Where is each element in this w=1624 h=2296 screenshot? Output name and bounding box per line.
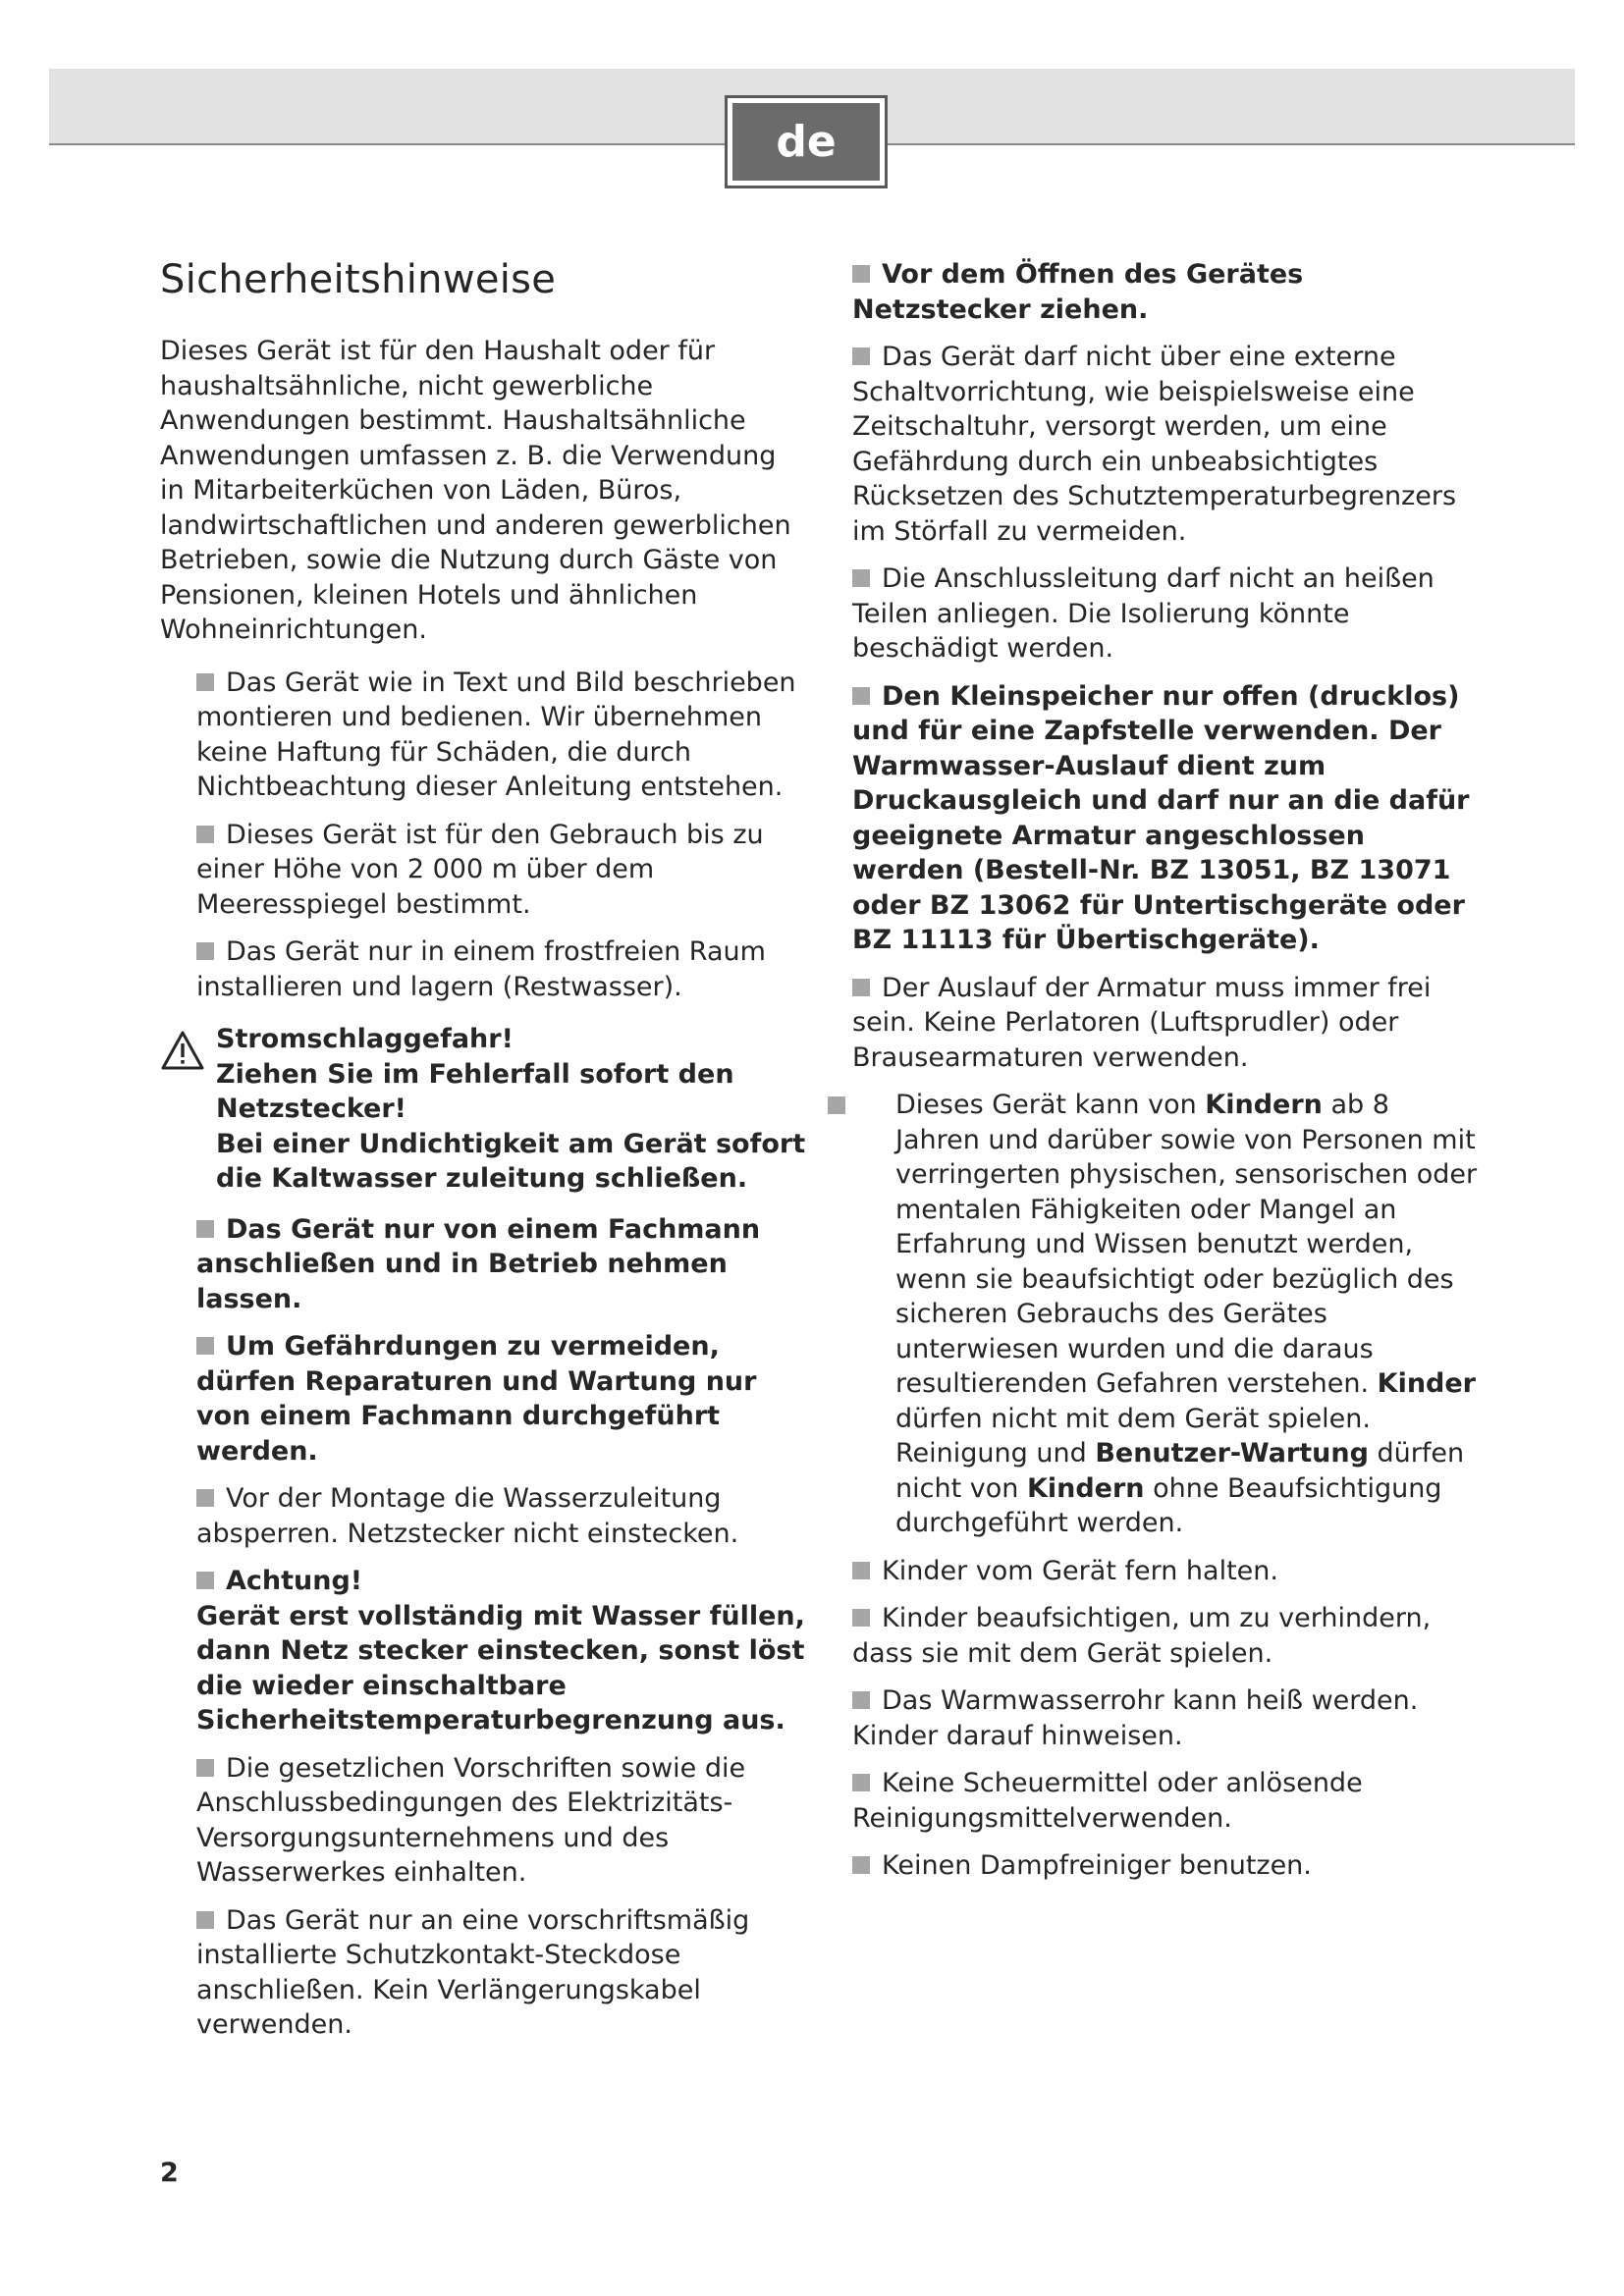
list-item: Keine Scheuermittel oder anlösende Reinigungsmittelverwenden.	[852, 1768, 1363, 1834]
bullet-square-icon	[196, 673, 214, 691]
list-item: Das Gerät nur an eine vorschriftsmäßig installierte Schutzkontakt-Steckdose anschließen. Kein Verlängerungskabel verwenden.	[196, 1904, 750, 2040]
warning-line: Ziehen Sie im Fehlerfall sofort den Netzstecker!	[216, 1058, 734, 1124]
list-item: Keinen Dampfreiniger benutzen.	[852, 1848, 1481, 1884]
bullet-square-icon	[196, 942, 214, 960]
bullet-square-icon	[852, 1774, 870, 1791]
list-item: Um Gefährdungen zu vermeiden, dürfen Reparaturen und Wartung nur von einem Fachmann durchgeführt werden.	[196, 1331, 757, 1467]
bullet-square-icon	[196, 1911, 214, 1929]
list-item: Das Warmwasserrohr kann heiß werden. Kinder darauf hinweisen.	[852, 1685, 1419, 1751]
list-item: Das Gerät nur von einem Fachmann anschließen und in Betrieb nehmen lassen.	[196, 1213, 761, 1314]
bullet-square-icon	[852, 1562, 870, 1579]
electric-shock-warning	[160, 1022, 808, 1197]
bullet-square-icon	[852, 687, 870, 705]
list-item: Vor der Montage die Wasserzuleitung absperren. Netzstecker nicht einstecken.	[196, 1483, 739, 1549]
bullet-square-icon	[196, 826, 214, 843]
attention-label: Achtung!	[226, 1566, 363, 1596]
bullet-square-icon	[852, 347, 870, 365]
bullet-square-icon	[852, 1609, 870, 1627]
attention-note	[160, 1564, 808, 1738]
warning-triangle-icon	[160, 1030, 205, 1071]
bullet-square-icon	[196, 1572, 214, 1589]
bullet-square-icon	[852, 265, 870, 283]
language-badge	[725, 95, 888, 188]
bullet-square-icon	[852, 569, 870, 587]
list-item: Dieses Gerät ist für den Gebrauch bis zu einer Höhe von 2 000 m über dem Meeresspiegel bestimmt.	[196, 819, 764, 920]
warning-headline: Stromschlaggefahr!	[216, 1024, 514, 1054]
list-item: Den Kleinspeicher nur offen (drucklos) und für eine Zapfstelle verwenden. Der Warmwasser-Auslauf dient zum Druckausgleich und darf nur an die dafür geeignete Armatur angeschlossen werden (Bestell-Nr. BZ 13051, BZ 13071 oder BZ 13062 für Untertischgeräte oder BZ 11113 für Übertischgeräte).	[852, 680, 1470, 955]
list-item: Das Gerät darf nicht über eine externe Schaltvorrichtung, wie beispielsweise eine Zeitschaltuhr, versorgt werden, um eine Gefährdung durch ein unbeabsichtigtes Rücksetzen des Schutztemperaturbegrenzers im Störfall zu vermeiden.	[852, 342, 1457, 547]
left-column	[160, 257, 808, 2056]
bullet-square-icon	[828, 1096, 845, 1114]
bullet-square-icon	[196, 1337, 214, 1355]
page-title: Sicherheitshinweise	[160, 257, 557, 302]
bullet-square-icon	[852, 1856, 870, 1874]
bullet-square-icon	[196, 1489, 214, 1507]
page-number: 2	[160, 2158, 179, 2188]
bullet-square-icon	[852, 979, 870, 996]
warning-line: Bei einer Undichtigkeit am Gerät sofort die Kaltwasser zuleitung schließen.	[216, 1128, 806, 1194]
list-item: Das Gerät wie in Text und Bild beschrieben montieren und bedienen. Wir übernehmen keine Haftung für Schäden, die durch Nichtbeachtung dieser Anleitung entstehen.	[196, 667, 796, 802]
list-item: Die gesetzlichen Vorschriften sowie die Anschlussbedingungen des Elektrizitäts-Versorgungsunternehmens und des Wasserwerkes einhalten.	[196, 1752, 746, 1888]
list-item: Die Anschlussleitung darf nicht an heißen Teilen anliegen. Die Isolierung könnte beschädigt werden.	[852, 563, 1435, 664]
right-column	[852, 257, 1481, 1896]
list-item: Kinder beaufsichtigen, um zu verhindern, dass sie mit dem Gerät spielen.	[852, 1603, 1432, 1669]
intro-paragraph: Dieses Gerät ist für den Haushalt oder für haushaltsähnliche, nicht gewerbliche Anwendungen bestimmt. Haushaltsähnliche Anwendungen umfassen z. B. die Verwendung in Mitarbeiterküchen von Läden, Büros, landwirtschaftlichen und anderen gewerblichen Betrieben, sowie die Nutzung durch Gäste von Pensionen, kleinen Hotels und ähnlichen Wohneinrichtungen.	[160, 336, 791, 645]
children-safety-item: Dieses Gerät kann von Kindern ab 8 Jahren und darüber sowie von Personen mit verringerten physischen, sensorischen oder mentalen Fähigkeiten oder Mangel an Erfahrung und Wissen benutzt werden, wenn sie beaufsichtigt oder bezüglich des sicheren Gebrauchs des Gerätes unterwiesen wurden und die daraus resultierenden Gefahren verstehen. Kinder dürfen nicht mit dem Gerät spielen. Reinigung und Benutzer-Wartung dürfen nicht von Kindern ohne Beaufsichtigung durchgeführt werden.	[852, 1088, 1481, 1541]
bullet-square-icon	[196, 1759, 214, 1777]
bullet-square-icon	[852, 1691, 870, 1709]
list-item: Das Gerät nur in einem frostfreien Raum installieren und lagern (Restwasser).	[196, 936, 766, 1002]
attention-text: Gerät erst vollständig mit Wasser füllen, dann Netz stecker einstecken, sonst löst die wieder einschaltbare Sicherheitstemperaturbegrenzung aus.	[196, 1600, 805, 1735]
bullet-square-icon	[196, 1220, 214, 1238]
list-item: Vor dem Öffnen des Gerätes Netzstecker ziehen.	[852, 259, 1304, 325]
language-code: de	[732, 103, 880, 181]
list-item: Der Auslauf der Armatur muss immer frei sein. Keine Perlatoren (Luftsprudler) oder Brausearmaturen verwenden.	[852, 972, 1432, 1073]
list-item: Kinder vom Gerät fern halten.	[852, 1554, 1481, 1589]
